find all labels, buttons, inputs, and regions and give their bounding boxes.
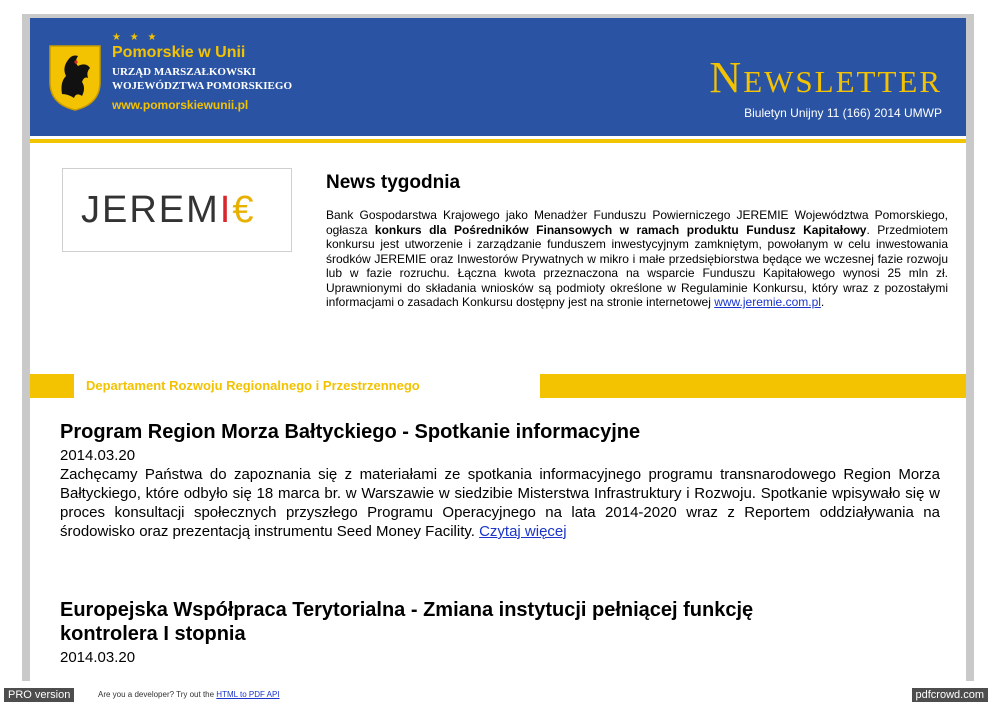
article-1-title: Program Region Morza Bałtyckiego - Spotkanie informacyjne [60, 421, 641, 443]
news-body-end: . [820, 295, 825, 309]
pdf-footer [0, 686, 992, 704]
jeremie-link[interactable]: www.jeremie.com.pl [714, 295, 821, 309]
gold-divider [30, 139, 966, 143]
stars-decoration: ★ ★ ★ [112, 32, 160, 43]
jeremie-logo-box [62, 168, 292, 252]
article-1-body [60, 465, 940, 541]
developer-promo [98, 690, 280, 699]
article-1-text: Zachęcamy Państwa do zapoznania się z materiałami ze spotkania informacyjnego programu transnarodowego Region Morza Bałtyckiego, które odbyło się 18 marca br. w Warszawie w siedzibie Misterstwa Infrastruktury i Rozwoju. Spotkanie wpisywało się w proces konsultacji społecznych przyszłego Programu Operacyjnego na lata 2014-2020 wraz z Reportem oddziaływania na środowisko oraz prezentacją instrumentu Seed Money Facility. [60, 466, 940, 540]
newsletter-page [30, 18, 966, 681]
jeremie-logo-i: I [219, 189, 233, 231]
pro-version-badge[interactable]: PRO version [4, 688, 74, 702]
article-1 [60, 420, 940, 541]
read-more-link[interactable]: Czytaj więcej [479, 523, 567, 540]
pdfcrowd-badge[interactable]: pdfcrowd.com [912, 688, 988, 702]
org-line-2: WOJEWÓDZTWA POMORSKIEGO [112, 80, 292, 92]
euro-icon: € [232, 189, 256, 231]
article-2 [60, 598, 820, 667]
html-to-pdf-link[interactable]: HTML to PDF API [216, 690, 280, 699]
news-title: News tygodnia [326, 172, 461, 193]
jeremie-logo-text: JEREM [81, 189, 220, 231]
news-body-bold: konkurs dla Pośredników Finansowych w ramach produktu Fundusz Kapitałowy [374, 222, 867, 237]
developer-promo-text: Are you a developer? Try out the [98, 690, 217, 699]
news-body-text-2: . Przedmiotem konkursu jest utworzenie i zarządzanie funduszem inwestycyjnym zamkniętym, powołanym w celu inwestowania środków JEREMIE oraz Inwestorów Prywatnych w mikro i małe przedsiębiorstwa będące we wczesnej fazie rozwoju lub w fazie rozruchu. Łączna kwota przeznaczona na wsparcie Funduszu Kapitałowego wynosi 25 mln zł. Uprawnionymi do składania wniosków są podmioty określone w Regulaminie Konkursu, który wraz z pozostałymi informacjami o zasadach Konkursu dostępny jest na stronie internetowej [326, 222, 948, 309]
jeremie-logo [81, 189, 256, 231]
org-logo-block [46, 28, 306, 128]
org-line-1: URZĄD MARSZAŁKOWSKI [112, 66, 256, 78]
newsletter-header [30, 18, 966, 136]
griffin-crest-icon [46, 42, 104, 112]
bulletin-issue: Biuletyn Unijny 11 (166) 2014 UMWP [744, 106, 942, 120]
org-url[interactable]: www.pomorskiewunii.pl [112, 98, 249, 112]
newsletter-title: Newsletter [709, 53, 942, 102]
news-body [326, 208, 948, 310]
org-name: Pomorskie w Unii [112, 44, 246, 61]
article-2-date: 2014.03.20 [60, 649, 136, 666]
article-1-date: 2014.03.20 [60, 447, 136, 464]
news-body-text-1: Bank Gospodarstwa Krajowego jako Menadżer Funduszu Powierniczego JEREMIE Województwa Pomorskiego, ogłasza [326, 208, 948, 237]
department-tab [74, 374, 540, 398]
article-2-title: Europejska Współpraca Terytorialna - Zmiana instytucji pełniącej funkcję kontrolera I stopnia [60, 599, 754, 645]
page-frame-right [966, 14, 974, 681]
department-label: Departament Rozwoju Regionalnego i Przestrzennego [86, 378, 420, 393]
page-frame-left [22, 14, 30, 681]
